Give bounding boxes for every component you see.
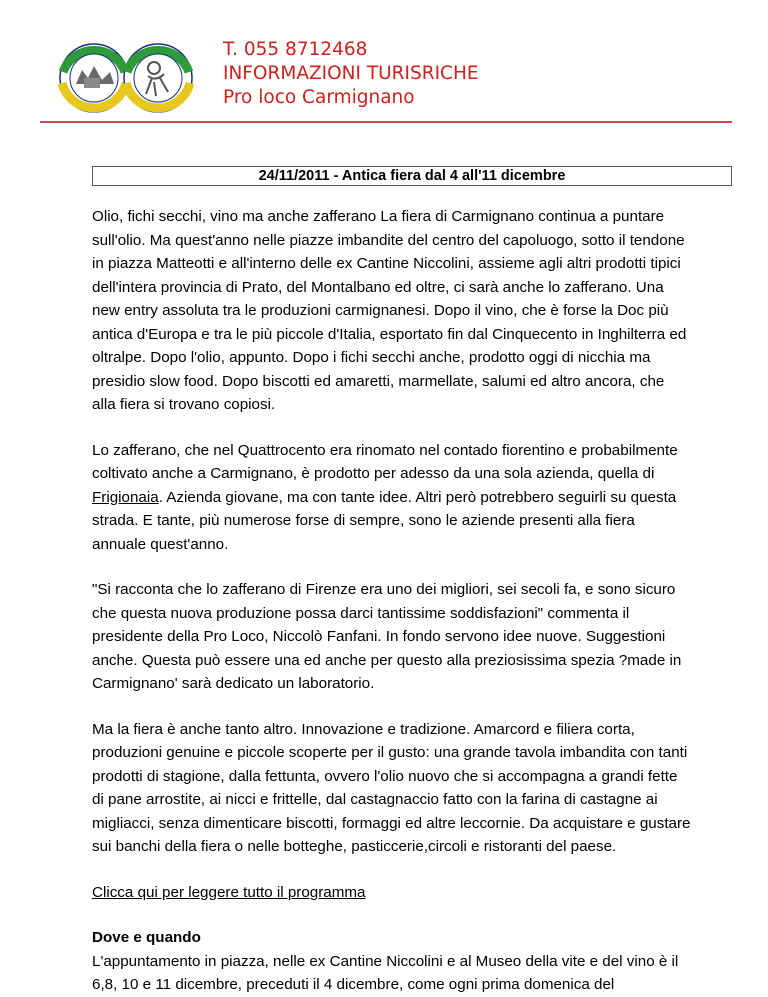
frigionaia-link[interactable]: Frigionaia (92, 488, 159, 506)
header-divider (40, 121, 732, 123)
header-org: Pro loco Carmignano (223, 87, 415, 108)
paragraph-2-after: . Azienda giovane, ma con tante idee. Altri però potrebbero seguirli su questa strada. E tante, più numerose forse di sempre, sono le aziende presenti alla fiera annuale quest'anno. (92, 488, 677, 553)
paragraph-5: L'appuntamento in piazza, nelle ex Cantine Niccolini e al Museo della vite e del vino è il 6,8, 10 e 11 dicembre, preceduti il 4 dicembre, come ogni prima domenica del (92, 952, 679, 993)
header (223, 38, 479, 110)
article-title: 24/11/2011 - Antica fiera dal 4 all'11 dicembre (92, 166, 732, 186)
header-phone: T. 055 8712468 (223, 39, 368, 60)
paragraph-2 (92, 439, 692, 557)
header-info: INFORMAZIONI TURISRICHE (223, 63, 479, 84)
program-link[interactable]: Clicca qui per leggere tutto il programma (92, 883, 366, 901)
paragraph-1: Olio, fichi secchi, vino ma anche zafferano La fiera di Carmignano continua a puntare sull'olio. Ma quest'anno nelle piazze imbandite del centro del capoluogo, sotto il tendone in piazza Matteotti e all'interno delle ex Cantine Niccolini, assieme agli altri prodotti tipici dell'intera provincia di Prato, del Montalbano ed oltre, ci sarà anche lo zafferano. Una new entry assoluta tra le produzioni carmignanesi. Dopo il vino, che è forse la Doc più antica d'Europa e tra le più piccole d'Italia, esportato fin dal Cinquecento in Inghilterra ed oltralpe. Dopo l'olio, appunto. Dopo i fichi secchi anche, prodotto oggi di nicchia ma presidio slow food. Dopo biscotti ed amaretti, marmellate, salumi ed altro ancora, che alla fiera si trovano copiosi. (92, 208, 687, 413)
paragraph-2-before: Lo zafferano, che nel Quattrocento era rinomato nel contado fiorentino e probabilmente coltivato anche a Carmignano, è prodotto per adesso da una sola azienda, quella di (92, 441, 678, 482)
paragraph-3: "Si racconta che lo zafferano di Firenze era uno dei migliori, sei secoli fa, e sono sicuro che questa nuova produzione possa darci tantissime soddisfazioni" commenta il presidente della Pro Loco, Niccolò Fanfani. In fondo servono idee nuove. Suggestioni anche. Questa può essere una ed anche per questo alla preziosissima spezia ?made in Carmignano' sarà dedicato un laboratorio. (92, 581, 682, 692)
article-body (92, 205, 692, 997)
section-title: Dove e quando (92, 929, 201, 946)
paragraph-4: Ma la fiera è anche tanto altro. Innovazione e tradizione. Amarcord e filiera corta, produzioni genuine e piccole scoperte per il gusto: una grande tavola imbandita con tanti prodotti di stagione, dalla fettunta, ovvero l'olio nuovo che si accompagna a grandi fette di pane arrostite, ai nicci e frittelle, dal castagnaccio fatto con la farina di castagne ai migliacci, senza dimenticare biscotti, formaggi ed altre leccornie. Da acquistare e gustare sui banchi della fiera o nelle botteghe, pasticcerie,circoli e ristoranti del paese. (92, 720, 691, 855)
pro-loco-logo (56, 38, 221, 118)
